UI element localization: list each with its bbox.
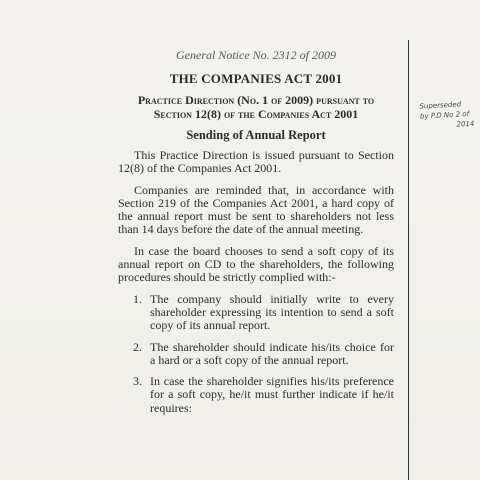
list-item-text: The company should initially write to every shareholder expressing its intention to send a soft copy of its annual report. (150, 291, 394, 333)
list-item (118, 341, 394, 368)
paragraph-3: In case the board chooses to send a soft copy of its annual report on CD to the shareholders, the following procedures should be strictly complied with:- (118, 243, 394, 285)
procedure-list (118, 293, 394, 415)
section-heading: Sending of Annual Report (186, 128, 326, 142)
practice-direction-title: Practice Direction (No. 1 of 2009) pursuant to Section 12(8) of the Companies Act 2001 (137, 93, 375, 121)
list-item (118, 375, 394, 415)
list-item-number: 3. (133, 374, 142, 389)
margin-note-line-3: 2014 (456, 119, 475, 129)
list-item (118, 293, 394, 333)
list-item-number: 2. (133, 339, 142, 354)
paragraph-1: This Practice Direction is issued pursuant to Section 12(8) of the Companies Act 2001. (118, 148, 394, 176)
list-item-text: In case the shareholder signifies his/its preference for a soft copy, he/it must further indicate if he/it requires: (150, 374, 394, 415)
margin-note-line-1: Superseded (419, 100, 462, 111)
margin-note-line-2: by P.D No 2 of (419, 110, 470, 121)
list-item-number: 1. (133, 291, 142, 306)
handwritten-margin-note (419, 98, 480, 131)
column-divider (408, 40, 409, 480)
document-column (118, 48, 394, 423)
paragraph-2: Companies are reminded that, in accordance with Section 219 of the Companies Act 2001, a hard copy of the annual report must be sent to shareholders not less than 14 days before the date of the annual meeting. (118, 182, 394, 237)
act-title: THE COMPANIES ACT 2001 (169, 71, 343, 86)
notice-number: General Notice No. 2312 of 2009 (176, 48, 336, 62)
list-item-text: The shareholder should indicate his/its choice for a hard or a soft copy of the annual report. (150, 339, 394, 367)
